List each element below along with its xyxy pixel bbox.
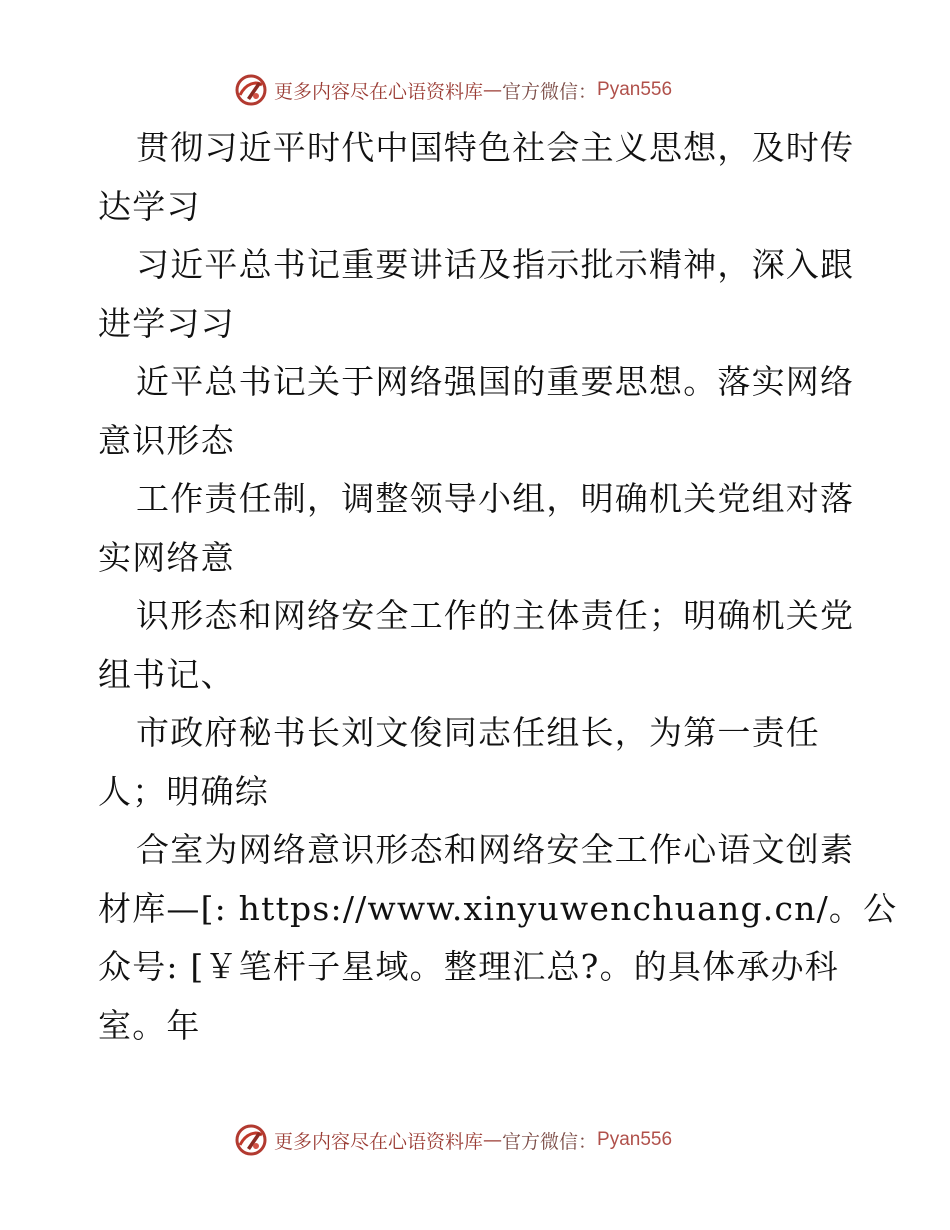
text-line: 达学习	[98, 186, 201, 226]
text-line: 众号: [￥笔杆子星域。整理汇总?。的具体承办科	[98, 947, 839, 986]
watermark-label: 官方微信：	[502, 1130, 598, 1153]
watermark-dash: —	[483, 1129, 503, 1151]
text-line: 市政府秘书长刘文俊同志任组长，为第一责任	[136, 713, 820, 752]
header-watermark	[234, 72, 672, 108]
watermark-id: Pyan556	[597, 1129, 673, 1150]
text-line: 贯彻习近平时代中国特色社会主义思想，及时传	[136, 128, 855, 167]
text-line: 工作责任制，调整领导小组，明确机关党组对落	[136, 479, 855, 518]
text-line: 进学习习	[98, 303, 235, 343]
text-line: 识形态和网络安全工作的主体责任；明确机关党	[136, 596, 855, 635]
watermark-dash: —	[483, 79, 503, 101]
pen-swirl-logo-icon	[234, 73, 268, 107]
watermark-id: Pyan556	[597, 79, 673, 100]
text-line: 合室为网络意识形态和网络安全工作心语文创素	[136, 830, 855, 869]
text-line: 材库—[: https://www.xinyuwenchuang.cn/。公	[98, 888, 898, 928]
text-line: 室。年	[98, 1005, 201, 1045]
document-body	[98, 119, 898, 1055]
watermark-text: 更多内容尽在心语资料库	[274, 1130, 484, 1153]
footer-watermark	[234, 1122, 672, 1158]
pen-swirl-logo-icon	[234, 1123, 268, 1157]
watermark-label: 官方微信：	[502, 80, 598, 103]
watermark-text: 更多内容尽在心语资料库	[274, 80, 484, 103]
text-line: 人；明确综	[98, 771, 269, 811]
text-line: 近平总书记关于网络强国的重要思想。落实网络	[136, 362, 855, 401]
text-line: 实网络意	[98, 537, 235, 577]
text-line: 组书记、	[98, 654, 235, 694]
text-line: 习近平总书记重要讲话及指示批示精神，深入跟	[136, 245, 855, 284]
text-line: 意识形态	[98, 420, 235, 460]
